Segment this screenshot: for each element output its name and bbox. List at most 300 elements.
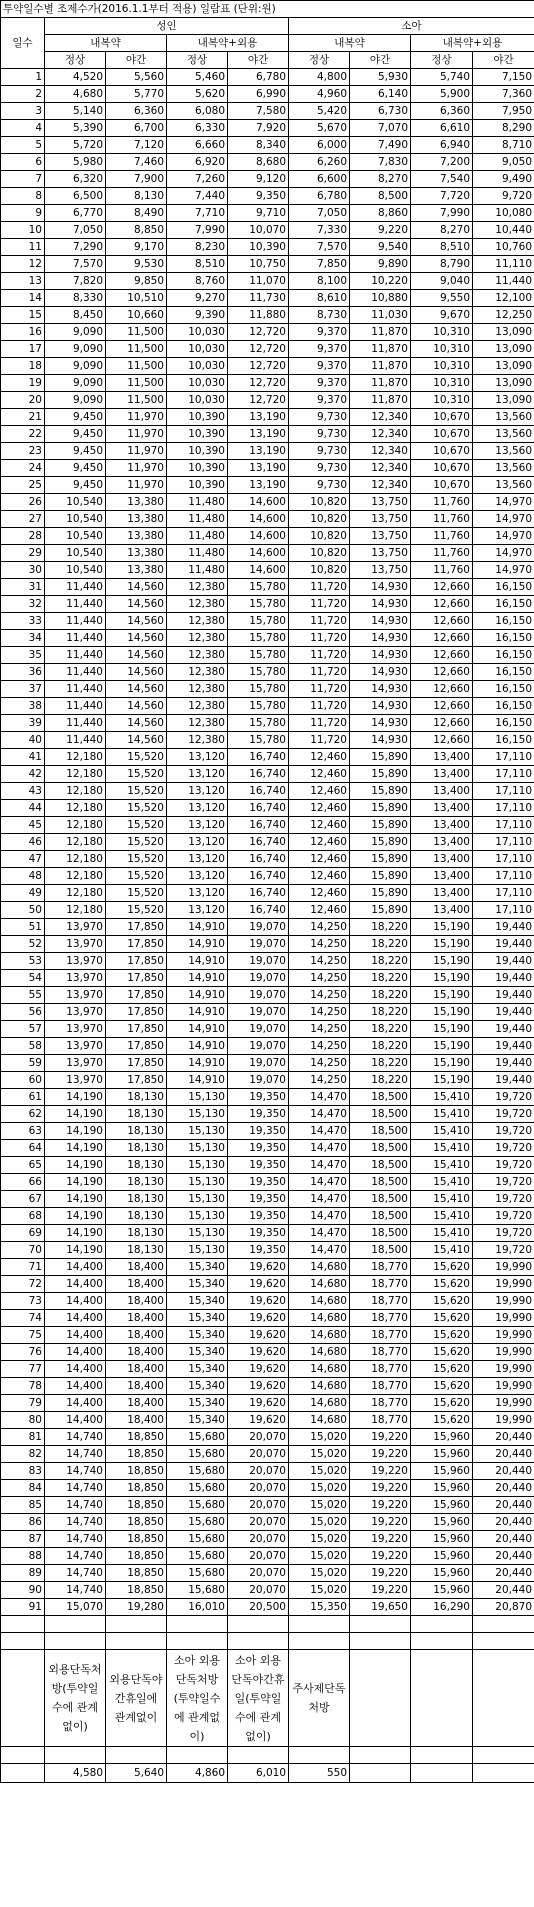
fee-cell: 10,030 [167,375,228,392]
fee-cell: 14,400 [45,1276,106,1293]
fee-cell: 8,290 [473,120,534,137]
fee-cell: 13,380 [106,545,167,562]
day-cell: 17 [1,341,45,358]
fee-cell: 14,250 [289,1072,350,1089]
header-row-3 [1,52,534,69]
fee-cell: 12,660 [411,715,473,732]
fee-cell: 13,090 [473,392,534,409]
fee-cell: 19,720 [473,1157,534,1174]
day-cell: 33 [1,613,45,630]
fee-cell: 19,440 [473,987,534,1004]
day-cell: 18 [1,358,45,375]
fee-cell: 15,890 [350,749,411,766]
day-cell: 8 [1,188,45,205]
fee-cell: 7,290 [45,239,106,256]
fee-cell: 14,400 [45,1327,106,1344]
fee-cell: 15,130 [167,1157,228,1174]
fee-cell: 14,250 [289,1021,350,1038]
fee-cell: 19,620 [228,1293,289,1310]
fee-cell: 7,050 [289,205,350,222]
fee-cell: 18,130 [106,1225,167,1242]
fee-cell: 15,890 [350,766,411,783]
table-row [1,749,534,766]
fee-cell: 12,660 [411,630,473,647]
fee-cell: 15,130 [167,1191,228,1208]
fee-cell: 13,090 [473,375,534,392]
table-row [1,817,534,834]
fee-cell: 11,500 [106,358,167,375]
fee-cell: 17,110 [473,783,534,800]
fee-cell: 10,390 [167,477,228,494]
fee-cell: 14,600 [228,494,289,511]
fee-cell: 12,180 [45,800,106,817]
fee-cell: 20,870 [473,1599,534,1616]
day-cell: 66 [1,1174,45,1191]
fee-cell: 5,140 [45,103,106,120]
fee-cell: 6,780 [289,188,350,205]
fee-cell: 9,720 [473,188,534,205]
fee-cell: 9,220 [350,222,411,239]
table-row [1,1276,534,1293]
fee-cell: 7,920 [228,120,289,137]
fee-cell: 10,220 [350,273,411,290]
table-row [1,1123,534,1140]
fee-cell: 5,980 [45,154,106,171]
fee-cell: 19,720 [473,1208,534,1225]
day-cell: 2 [1,86,45,103]
fee-cell: 12,460 [289,885,350,902]
fee-cell: 14,190 [45,1191,106,1208]
fee-cell: 15,890 [350,817,411,834]
fee-cell: 11,760 [411,545,473,562]
fee-cell: 7,990 [411,205,473,222]
fee-cell: 19,990 [473,1276,534,1293]
fee-cell: 19,620 [228,1361,289,1378]
fee-cell: 14,930 [350,647,411,664]
day-cell: 29 [1,545,45,562]
fee-cell: 15,780 [228,681,289,698]
fee-cell: 17,850 [106,987,167,1004]
day-cell: 10 [1,222,45,239]
fee-cell: 10,390 [167,409,228,426]
fee-cell: 8,680 [228,154,289,171]
adult-header: 성인 [45,18,289,35]
fee-cell: 18,770 [350,1293,411,1310]
fee-cell: 14,400 [45,1378,106,1395]
fee-cell: 15,340 [167,1344,228,1361]
fee-cell: 12,380 [167,681,228,698]
day-cell: 59 [1,1055,45,1072]
fee-cell: 13,400 [411,766,473,783]
fee-cell: 12,380 [167,579,228,596]
fee-cell: 15,410 [411,1242,473,1259]
fee-cell: 15,520 [106,766,167,783]
fee-cell: 15,620 [411,1395,473,1412]
fee-cell: 9,850 [106,273,167,290]
fee-cell: 18,850 [106,1429,167,1446]
fee-cell: 10,540 [45,528,106,545]
fee-cell: 15,340 [167,1310,228,1327]
fee-cell: 12,380 [167,732,228,749]
fee-cell: 18,850 [106,1548,167,1565]
fee-cell: 14,740 [45,1531,106,1548]
fee-cell: 16,740 [228,749,289,766]
day-cell: 61 [1,1089,45,1106]
fee-cell: 14,970 [473,511,534,528]
fee-cell: 18,220 [350,919,411,936]
fee-cell: 19,220 [350,1497,411,1514]
fee-cell: 14,740 [45,1480,106,1497]
fee-cell: 11,440 [45,630,106,647]
fee-cell: 18,500 [350,1208,411,1225]
fee-cell: 13,970 [45,953,106,970]
day-cell: 76 [1,1344,45,1361]
day-cell: 21 [1,409,45,426]
child-internal-external-header: 내복약+외용 [411,35,534,52]
day-cell: 28 [1,528,45,545]
fee-cell: 5,420 [289,103,350,120]
table-row [1,834,534,851]
fee-cell: 13,400 [411,817,473,834]
fee-cell: 19,720 [473,1106,534,1123]
fee-cell: 15,780 [228,596,289,613]
day-cell: 1 [1,69,45,86]
fee-cell: 7,540 [411,171,473,188]
fee-cell: 14,470 [289,1089,350,1106]
fee-cell: 14,740 [45,1463,106,1480]
fee-cell: 14,680 [289,1293,350,1310]
fee-cell: 10,390 [167,426,228,443]
table-row [1,1140,534,1157]
fee-cell: 15,960 [411,1514,473,1531]
day-cell: 41 [1,749,45,766]
fee-cell: 15,960 [411,1446,473,1463]
fee-cell: 5,460 [167,69,228,86]
day-cell: 77 [1,1361,45,1378]
fee-cell: 10,820 [289,528,350,545]
day-cell: 62 [1,1106,45,1123]
fee-cell: 17,110 [473,851,534,868]
fee-cell: 15,020 [289,1446,350,1463]
day-cell: 30 [1,562,45,579]
fee-cell: 14,470 [289,1174,350,1191]
fee-cell: 7,150 [473,69,534,86]
table-row [1,1225,534,1242]
fee-cell: 19,220 [350,1463,411,1480]
fee-cell: 5,900 [411,86,473,103]
fee-cell: 16,740 [228,834,289,851]
fee-cell: 8,760 [167,273,228,290]
fee-cell: 14,560 [106,715,167,732]
table-row [1,1463,534,1480]
table-row [1,477,534,494]
fee-cell: 18,130 [106,1123,167,1140]
fee-cell: 9,450 [45,409,106,426]
fee-cell: 15,190 [411,1038,473,1055]
fee-cell: 13,120 [167,817,228,834]
fee-cell: 15,340 [167,1276,228,1293]
day-cell: 84 [1,1480,45,1497]
fee-cell: 8,710 [473,137,534,154]
day-cell: 82 [1,1446,45,1463]
fee-cell: 15,620 [411,1361,473,1378]
day-cell: 4 [1,120,45,137]
fee-cell: 14,970 [473,494,534,511]
day-cell: 39 [1,715,45,732]
fee-cell: 15,190 [411,1004,473,1021]
fee-cell: 12,460 [289,834,350,851]
fee-cell: 19,280 [106,1599,167,1616]
day-cell: 54 [1,970,45,987]
day-cell: 70 [1,1242,45,1259]
fee-cell: 14,910 [167,987,228,1004]
fee-cell: 19,720 [473,1191,534,1208]
table-row [1,783,534,800]
fee-cell: 12,180 [45,766,106,783]
fee-cell: 19,720 [473,1123,534,1140]
fee-cell: 12,380 [167,715,228,732]
fee-cell: 14,560 [106,630,167,647]
fee-cell: 18,500 [350,1089,411,1106]
fee-cell: 9,730 [289,409,350,426]
fee-cell: 14,470 [289,1225,350,1242]
fee-cell: 10,390 [228,239,289,256]
day-cell: 13 [1,273,45,290]
table-row [1,630,534,647]
table-row [1,1089,534,1106]
fee-cell: 12,180 [45,868,106,885]
fee-cell: 14,190 [45,1225,106,1242]
day-cell: 91 [1,1599,45,1616]
fee-cell: 17,110 [473,834,534,851]
table-row [1,341,534,358]
fee-cell: 16,150 [473,664,534,681]
fee-cell: 15,680 [167,1429,228,1446]
fee-cell: 19,220 [350,1548,411,1565]
header-row-2 [1,35,534,52]
fee-cell: 14,970 [473,528,534,545]
fee-cell: 15,520 [106,834,167,851]
fee-cell: 16,150 [473,579,534,596]
fee-cell: 19,990 [473,1293,534,1310]
table-row [1,1548,534,1565]
fee-cell: 18,850 [106,1463,167,1480]
table-row [1,1497,534,1514]
fee-cell: 13,380 [106,528,167,545]
fee-cell: 11,870 [350,324,411,341]
table-footer [1,1616,534,1783]
fee-cell: 11,440 [45,698,106,715]
blank-row [1,1616,534,1633]
fee-cell: 15,340 [167,1361,228,1378]
fee-cell: 18,130 [106,1191,167,1208]
fee-cell: 12,180 [45,749,106,766]
fee-cell: 17,850 [106,1055,167,1072]
fee-cell: 15,520 [106,800,167,817]
table-row [1,1259,534,1276]
fee-cell: 19,440 [473,936,534,953]
fee-cell: 15,190 [411,919,473,936]
fee-cell: 14,680 [289,1327,350,1344]
fee-cell: 19,070 [228,1072,289,1089]
fee-cell: 11,760 [411,511,473,528]
night-header: 야간 [350,52,411,69]
fee-cell: 12,180 [45,902,106,919]
fee-cell: 20,070 [228,1497,289,1514]
table-row [1,154,534,171]
fee-cell: 17,110 [473,766,534,783]
fee-cell: 11,500 [106,375,167,392]
fee-cell: 9,450 [45,443,106,460]
day-cell: 52 [1,936,45,953]
normal-header: 정상 [289,52,350,69]
day-cell: 37 [1,681,45,698]
fee-cell: 14,470 [289,1123,350,1140]
fee-cell: 19,620 [228,1310,289,1327]
fee-cell: 15,520 [106,783,167,800]
fee-cell: 13,560 [473,409,534,426]
normal-header: 정상 [45,52,106,69]
fee-cell: 10,510 [106,290,167,307]
fee-cell: 14,190 [45,1174,106,1191]
note-external-night: 외용단독야간휴일에 관계없이 [106,1650,167,1747]
fee-cell: 20,440 [473,1497,534,1514]
table-row [1,647,534,664]
day-cell: 14 [1,290,45,307]
fee-cell: 14,400 [45,1412,106,1429]
fee-cell: 11,870 [350,358,411,375]
fee-cell: 13,970 [45,1038,106,1055]
fee-cell: 10,030 [167,324,228,341]
fee-cell: 19,350 [228,1225,289,1242]
fee-cell: 8,860 [350,205,411,222]
fee-cell: 18,220 [350,970,411,987]
fee-cell: 14,910 [167,953,228,970]
table-row [1,1582,534,1599]
fee-cell: 11,760 [411,494,473,511]
fee-child-external-night: 6,010 [228,1764,289,1783]
fee-cell: 19,350 [228,1140,289,1157]
fee-cell: 9,370 [289,392,350,409]
fee-cell: 13,750 [350,511,411,528]
fee-cell: 19,620 [228,1395,289,1412]
fee-cell: 17,110 [473,749,534,766]
fee-cell: 6,770 [45,205,106,222]
fee-cell: 14,400 [45,1310,106,1327]
fee-cell: 13,190 [228,426,289,443]
fee-cell: 14,470 [289,1140,350,1157]
fee-cell: 16,150 [473,613,534,630]
fee-cell: 13,190 [228,443,289,460]
day-cell: 42 [1,766,45,783]
fee-cell: 18,130 [106,1157,167,1174]
fee-cell: 7,490 [350,137,411,154]
fee-cell: 14,190 [45,1106,106,1123]
fee-cell: 14,560 [106,613,167,630]
fee-cell: 12,380 [167,698,228,715]
fee-cell: 16,010 [167,1599,228,1616]
fee-cell: 5,670 [289,120,350,137]
fee-cell: 17,110 [473,902,534,919]
fee-cell: 19,620 [228,1259,289,1276]
day-cell: 35 [1,647,45,664]
fee-cell: 6,080 [167,103,228,120]
table-row [1,1480,534,1497]
fee-cell: 18,400 [106,1259,167,1276]
fee-cell: 19,070 [228,953,289,970]
table-row [1,1599,534,1616]
fee-cell: 18,220 [350,1038,411,1055]
table-row [1,358,534,375]
table-row [1,205,534,222]
fee-cell: 14,930 [350,613,411,630]
fee-cell: 16,150 [473,647,534,664]
fee-cell: 16,150 [473,698,534,715]
fee-cell: 12,100 [473,290,534,307]
normal-header: 정상 [167,52,228,69]
fee-cell: 11,070 [228,273,289,290]
fee-cell: 14,400 [45,1361,106,1378]
day-cell: 72 [1,1276,45,1293]
fee-cell: 16,150 [473,681,534,698]
note-child-external-only: 소아 외용 단독처방(투약일수에 관계없이) [167,1650,228,1747]
table-row [1,1021,534,1038]
night-header: 야간 [473,52,534,69]
night-header: 야간 [106,52,167,69]
fee-cell: 14,910 [167,970,228,987]
fee-cell: 9,170 [106,239,167,256]
fee-cell: 6,610 [411,120,473,137]
fee-cell: 12,660 [411,698,473,715]
fee-cell: 11,500 [106,324,167,341]
table-row [1,1514,534,1531]
fee-cell: 15,620 [411,1344,473,1361]
fee-cell: 14,600 [228,562,289,579]
fee-cell: 15,020 [289,1531,350,1548]
table-row [1,613,534,630]
fee-cell: 15,350 [289,1599,350,1616]
fee-cell: 12,660 [411,579,473,596]
fee-cell: 14,930 [350,681,411,698]
fee-cell: 10,540 [45,562,106,579]
day-cell: 60 [1,1072,45,1089]
day-cell: 90 [1,1582,45,1599]
fee-cell: 15,130 [167,1140,228,1157]
fee-cell: 10,660 [106,307,167,324]
fee-cell: 5,740 [411,69,473,86]
child-internal-header: 내복약 [289,35,411,52]
fee-cell: 10,820 [289,494,350,511]
fee-cell: 7,720 [411,188,473,205]
fee-cell: 18,770 [350,1378,411,1395]
fee-cell: 15,960 [411,1480,473,1497]
fee-cell: 18,400 [106,1378,167,1395]
table-row [1,596,534,613]
fee-cell: 15,680 [167,1497,228,1514]
fee-cell: 16,740 [228,817,289,834]
day-cell: 47 [1,851,45,868]
fee-cell: 18,850 [106,1531,167,1548]
fee-cell: 12,180 [45,817,106,834]
fee-cell: 13,400 [411,783,473,800]
fee-cell: 14,910 [167,1038,228,1055]
fee-cell: 18,770 [350,1361,411,1378]
fee-cell: 9,350 [228,188,289,205]
fee-cell: 13,400 [411,800,473,817]
fee-cell: 11,730 [228,290,289,307]
fee-cell: 17,110 [473,800,534,817]
fee-cell: 20,070 [228,1480,289,1497]
